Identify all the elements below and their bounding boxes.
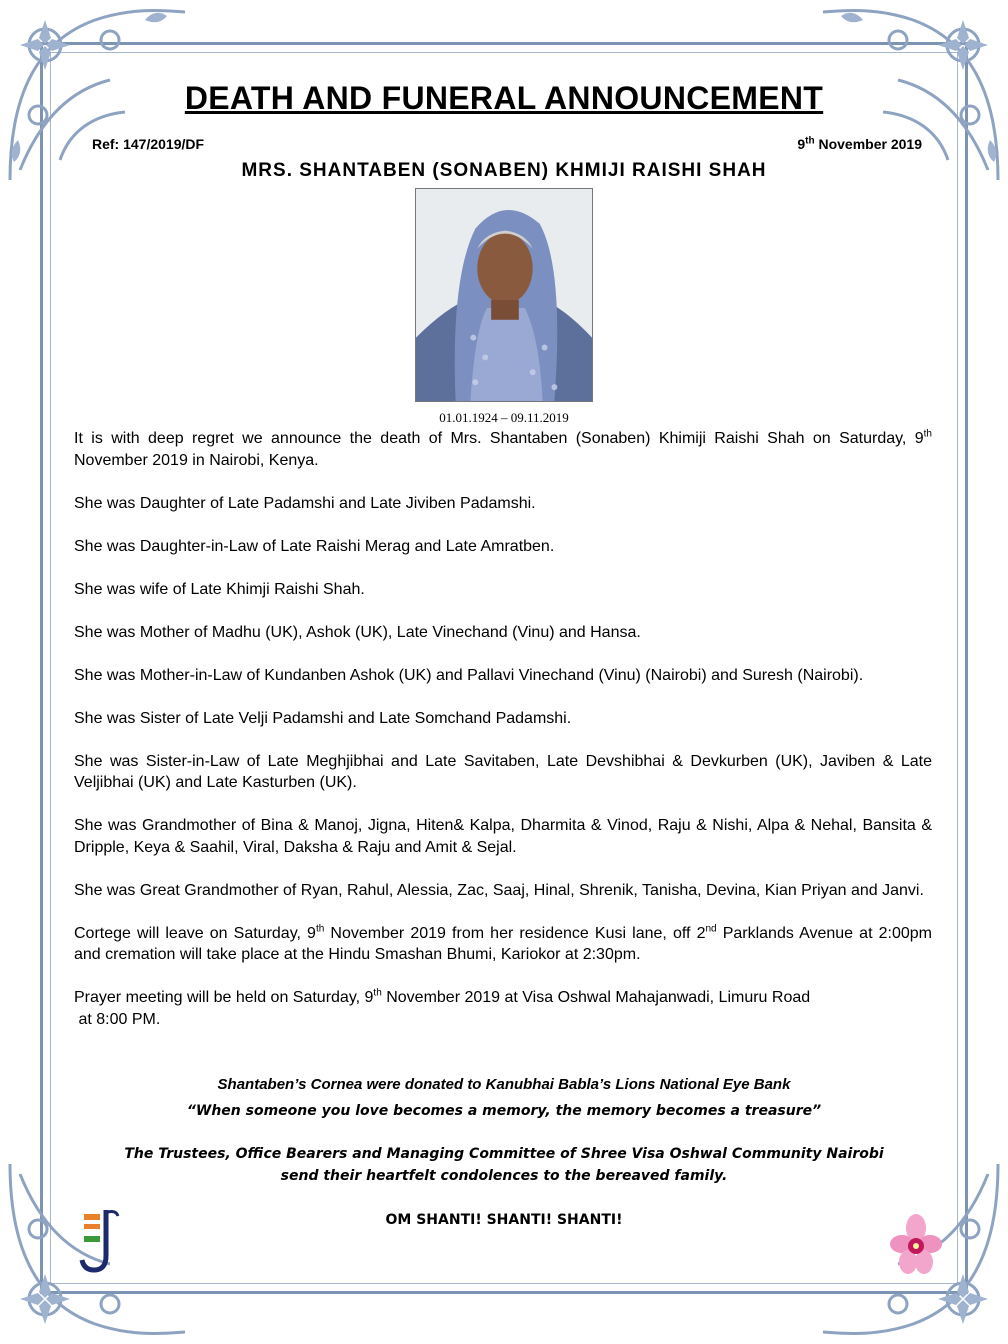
paragraph-mother-of: She was Mother of Madhu (UK), Ashok (UK), Late Vinechand (Vinu) and Hansa.: [74, 623, 641, 641]
om-shanti-text: OM SHANTI! SHANTI! SHANTI!: [385, 1212, 623, 1228]
cornea-donation-note: Shantaben’s Cornea were donated to Kanubhai Babla’s Lions National Eye Bank: [217, 1076, 791, 1093]
page-title: DEATH AND FUNERAL ANNOUNCEMENT: [184, 80, 824, 116]
paragraph-sister-of: She was Sister of Late Velji Padamshi and Late Somchand Padamshi.: [74, 709, 572, 727]
portrait-photo: [415, 188, 593, 402]
paragraph-wife-of: She was wife of Late Khimji Raishi Shah.: [74, 580, 365, 598]
lifespan-dates: 01.01.1924 – 09.11.2019: [439, 410, 569, 425]
orchid-flower-icon: [888, 1212, 944, 1276]
announcement-body: [74, 428, 932, 1030]
memorial-quote: “When someone you love becomes a memory, the memory becomes a treasure”: [186, 1103, 822, 1119]
paragraph-prayer-meeting: Prayer meeting will be held on Saturday, 9th November 2019 at Visa Oshwal Mahajanwadi, Limuru Road at 8:00 PM.: [74, 987, 811, 1028]
reference-number: Ref: 147/2019/DF: [92, 136, 205, 152]
paragraph-cortege: Cortege will leave on Saturday, 9th November 2019 from her residence Kusi lane, off 2nd Parklands Avenue at 2:00pm and cremation will take place at the Hindu Smashan Bhumi, Kariokor at 2:30pm.: [74, 923, 933, 963]
condolence-message: The Trustees, Office Bearers and Managing Committee of Shree Visa Oshwal Community Nairobi send their heartfelt condolences to the bereaved family.: [124, 1146, 884, 1184]
paragraph-daughter-in-law: She was Daughter-in-Law of Late Raishi Merag and Late Amratben.: [74, 537, 555, 555]
paragraph-death-notice: It is with deep regret we announce the death of Mrs. Shantaben (Sonaben) Khimiji Raishi Shah on Saturday, 9th November 2019 in Nairobi, Kenya.: [74, 428, 932, 469]
paragraph-daughter-of: She was Daughter of Late Padamshi and Late Jiviben Padamshi.: [74, 494, 536, 512]
paragraph-sister-in-law: She was Sister-in-Law of Late Meghjibhai and Late Savitaben, Late Devshibhai & Devkurben (UK), Javiben & Late Veljibhai (UK) and Late Kasturben (UK).: [74, 752, 932, 791]
community-logo-icon: [78, 1206, 122, 1276]
paragraph-mother-in-law: She was Mother-in-Law of Kundanben Ashok (UK) and Pallavi Vinechand (Vinu) (Nairobi) and Suresh (Nairobi).: [74, 666, 864, 684]
deceased-name: MRS. SHANTABEN (SONABEN) KHMIJI RAISHI SHAH: [241, 160, 767, 181]
paragraph-great-grandmother: She was Great Grandmother of Ryan, Rahul, Alessia, Zac, Saaj, Hinal, Shrenik, Tanisha, Devina, Kian Priyan and Janvi.: [74, 881, 924, 899]
announcement-date: 9th November 2019: [797, 135, 922, 152]
paragraph-grandmother: She was Grandmother of Bina & Manoj, Jigna, Hiten& Kalpa, Dharmita & Vinod, Raju & Nishi, Alpa & Nehal, Bansita & Dripple, Keya & Saahil, Viral, Daksha & Raju and Amit & Sejal.: [74, 817, 932, 856]
